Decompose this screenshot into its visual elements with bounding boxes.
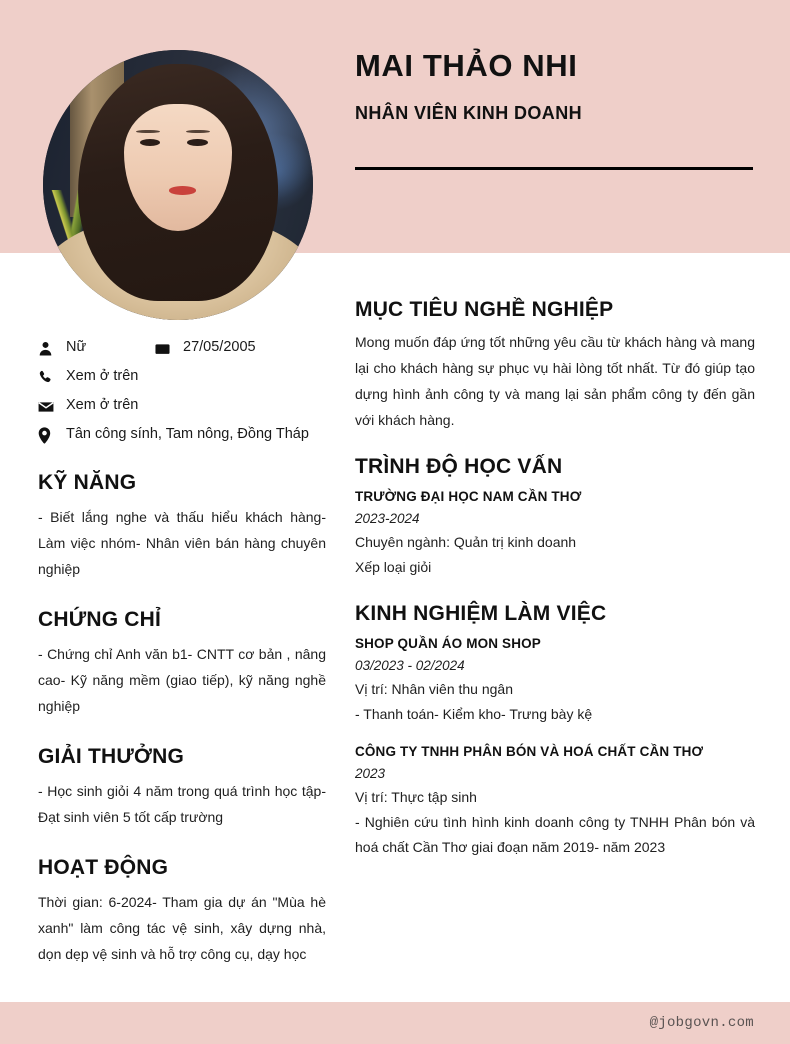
photo-subject-eye-right [187,139,207,146]
envelope-icon [38,397,55,416]
contact-email [38,396,138,416]
experience-entry [355,633,755,727]
education-org: TRƯỜNG ĐẠI HỌC NAM CẦN THƠ [355,489,582,504]
contact-email-value: Xem ở trên [66,397,139,413]
contact-row [38,425,326,445]
experience-date: 2023 [355,766,386,781]
section-skills [38,471,326,582]
contact-address [38,425,316,445]
section-experience [355,602,755,860]
profile-photo [43,50,313,320]
education-grade: Xếp loại giỏi [355,559,432,575]
contact-row [38,396,326,416]
section-activities [38,856,326,967]
section-objective [355,298,755,433]
location-pin-icon [38,426,55,445]
section-title-objective: MỤC TIÊU NGHỀ NGHIỆP [355,298,614,321]
section-title-skills: KỸ NĂNG [38,471,137,494]
experience-org: CÔNG TY TNHH PHÂN BÓN VÀ HOÁ CHẤT CẦN THƠ [355,744,704,759]
experience-date: 03/2023 - 02/2024 [355,658,465,673]
contact-row [38,338,326,358]
education-major: Chuyên ngành: Quản trị kinh doanh [355,534,577,550]
candidate-name: MAI THẢO NHI [355,48,578,83]
education-entry [355,486,755,580]
contact-row [38,367,326,387]
contact-gender [38,338,155,358]
section-title-certificates: CHỨNG CHỈ [38,608,162,631]
person-icon [38,339,55,358]
contact-dob [155,338,256,358]
section-body-certificates: - Chứng chỉ Anh văn b1- CNTT cơ bản , nâng cao- Kỹ năng mềm (giao tiếp), kỹ năng nghề nghiệp [38,646,326,714]
candidate-job-title: NHÂN VIÊN KINH DOANH [355,102,583,123]
photo-subject-lips [169,186,196,195]
contact-info [38,338,326,445]
section-body-awards: - Học sinh giỏi 4 năm trong quá trình học tập- Đạt sinh viên 5 tốt cấp trường [38,783,326,825]
section-title-awards: GIẢI THƯỞNG [38,745,185,768]
section-title-activities: HOẠT ĐỘNG [38,856,169,879]
section-body-objective: Mong muốn đáp ứng tốt những yêu cầu từ khách hàng và mang lại cho khách hàng sự phục vụ hài lòng tốt nhất. Từ đó giúp tạo dựng hình ảnh công ty và mang lại sản phẩm công ty đến gần với khách hàng. [355,334,755,428]
footer-banner [0,1002,790,1044]
section-education [355,455,755,580]
section-certificates [38,608,326,719]
education-date: 2023-2024 [355,511,420,526]
left-column [38,338,326,967]
experience-org: SHOP QUẦN ÁO MON SHOP [355,636,541,651]
header-divider [355,167,753,170]
experience-entry [355,741,755,860]
right-column [355,298,755,882]
contact-phone [38,367,138,387]
contact-gender-value: Nữ [66,339,87,355]
section-body-activities: Thời gian: 6-2024- Tham gia dự án "Mùa hè xanh" làm công tác vệ sinh, xây dựng nhà, dọn dẹp vệ sinh và hỗ trợ công cụ, dạy học [38,894,326,962]
section-awards [38,745,326,830]
section-title-education: TRÌNH ĐỘ HỌC VẤN [355,455,563,478]
contact-phone-value: Xem ở trên [66,368,139,384]
experience-position: Vị trí: Thực tập sinh [355,789,477,805]
experience-duties: - Nghiên cứu tình hình kinh doanh công ty TNHH Phân bón và hoá chất Cần Thơ giai đoạn năm 2019- năm 2023 [355,814,755,855]
experience-duties: - Thanh toán- Kiểm kho- Trưng bày kệ [355,706,593,722]
section-body-skills: - Biết lắng nghe và thấu hiểu khách hàng- Làm việc nhóm- Nhân viên bán hàng chuyên nghiệp [38,509,326,577]
contact-dob-value: 27/05/2005 [183,339,256,355]
photo-subject [43,50,313,320]
experience-position: Vị trí: Nhân viên thu ngân [355,681,513,697]
phone-icon [38,368,55,387]
header-text [355,48,755,124]
section-title-experience: KINH NGHIỆM LÀM VIỆC [355,602,607,625]
site-watermark: @jobgovn.com [649,1015,754,1031]
contact-address-value: Tân công sính, Tam nông, Đồng Tháp [66,426,309,442]
calendar-icon [155,339,172,358]
